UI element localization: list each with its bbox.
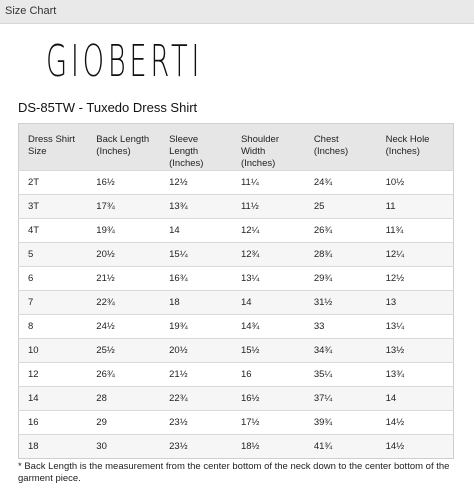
table-cell: 37¼: [305, 387, 377, 411]
table-cell: 16: [232, 363, 305, 387]
column-header-size: [19, 124, 88, 171]
table-cell: 19¾: [87, 219, 160, 243]
table-cell: 39¾: [305, 411, 377, 435]
footnote: * Back Length is the measurement from the center bottom of the neck down to the center bottom of the garment piece.: [18, 461, 450, 484]
table-cell: 12½: [377, 267, 454, 291]
table-cell: 34¾: [305, 339, 377, 363]
table-cell: 24½: [87, 315, 160, 339]
table-cell: 5: [19, 243, 88, 267]
column-header-line: (Inches): [313, 146, 349, 157]
table-cell: 17¾: [87, 195, 160, 219]
table-cell: 13¼: [377, 315, 454, 339]
table-header-row: [19, 124, 454, 171]
table-cell: 13: [377, 291, 454, 315]
table-cell: 18: [160, 291, 232, 315]
table-cell: 15¼: [160, 243, 232, 267]
table-row: [19, 387, 454, 411]
table-row: [19, 363, 454, 387]
table-cell: 25: [305, 195, 377, 219]
column-header-back-length: [87, 124, 160, 171]
table-cell: 13¾: [160, 195, 232, 219]
table-cell: 8: [19, 315, 88, 339]
table-cell: 23½: [160, 411, 232, 435]
table-row: [19, 171, 454, 195]
table-cell: 12: [19, 363, 88, 387]
table-row: [19, 195, 454, 219]
table-cell: 2T: [19, 171, 88, 195]
brand-logo: GIOBERTI: [46, 36, 204, 87]
column-header-line: Dress Shirt: [28, 134, 75, 145]
table-cell: 14½: [377, 411, 454, 435]
table-cell: 11¾: [377, 219, 454, 243]
table-cell: 4T: [19, 219, 88, 243]
table-cell: 3T: [19, 195, 88, 219]
column-header-neck-hole: [377, 124, 454, 171]
table-cell: 12¾: [232, 243, 305, 267]
table-cell: 7: [19, 291, 88, 315]
column-header-line: (Inches): [385, 146, 420, 157]
table-row: [19, 435, 454, 459]
table-cell: 6: [19, 267, 88, 291]
table-cell: 16½: [87, 171, 160, 195]
column-header-line: (Inches): [96, 146, 131, 157]
table-cell: 11½: [232, 195, 305, 219]
table-cell: 28¾: [305, 243, 377, 267]
product-title: DS-85TW - Tuxedo Dress Shirt: [18, 100, 198, 115]
table-cell: 14: [19, 387, 88, 411]
column-header-shoulder-width: [232, 124, 305, 171]
table-cell: 18½: [232, 435, 305, 459]
table-cell: 11: [377, 195, 454, 219]
table-cell: 14: [232, 291, 305, 315]
column-header-chest: [305, 124, 377, 171]
column-header-line: (Inches): [169, 158, 204, 169]
table-row: [19, 291, 454, 315]
table-cell: 41¾: [305, 435, 377, 459]
table-cell: 16¾: [160, 267, 232, 291]
table-row: [19, 267, 454, 291]
column-header-line: Size: [28, 146, 47, 157]
table-cell: 21½: [87, 267, 160, 291]
table-cell: 13¼: [232, 267, 305, 291]
column-header-line: Neck Hole: [385, 134, 430, 145]
table-cell: 12¼: [377, 243, 454, 267]
column-header-line: (Inches): [240, 158, 276, 169]
table-cell: 16: [19, 411, 88, 435]
table-cell: 20½: [87, 243, 160, 267]
table-row: [19, 219, 454, 243]
table-cell: 13½: [377, 339, 454, 363]
table-cell: 14¾: [232, 315, 305, 339]
table-cell: 22¾: [160, 387, 232, 411]
table-cell: 18: [19, 435, 88, 459]
table-cell: 28: [87, 387, 160, 411]
table-cell: 23½: [160, 435, 232, 459]
table-cell: 14: [160, 219, 232, 243]
table-cell: 17½: [232, 411, 305, 435]
header-bar: [0, 0, 474, 24]
table-cell: 29¾: [305, 267, 377, 291]
table-cell: 14½: [377, 435, 454, 459]
table-cell: 19¾: [160, 315, 232, 339]
table-cell: 14: [377, 387, 454, 411]
table-cell: 10: [19, 339, 88, 363]
table-cell: 15½: [232, 339, 305, 363]
table-cell: 30: [87, 435, 160, 459]
table-cell: 20½: [160, 339, 232, 363]
table-cell: 31½: [305, 291, 377, 315]
column-header-line: Chest: [313, 134, 339, 145]
table-cell: 29: [87, 411, 160, 435]
table-cell: 16½: [232, 387, 305, 411]
table-cell: 13¾: [377, 363, 454, 387]
column-header-line: Shoulder Width: [240, 134, 279, 157]
table-row: [19, 339, 454, 363]
table-cell: 24¾: [305, 171, 377, 195]
table-cell: 21½: [160, 363, 232, 387]
table-cell: 12½: [160, 171, 232, 195]
table-row: [19, 315, 454, 339]
column-header-line: Back Length: [96, 134, 150, 145]
column-header-line: Sleeve Length: [169, 134, 199, 157]
table-cell: 25½: [87, 339, 160, 363]
table-row: [19, 243, 454, 267]
table-cell: 33: [305, 315, 377, 339]
table-cell: 35¼: [305, 363, 377, 387]
table-cell: 22¾: [87, 291, 160, 315]
table-cell: 26¾: [87, 363, 160, 387]
table-cell: 11¼: [232, 171, 305, 195]
header-title: Size Chart: [5, 5, 57, 17]
table-cell: 10½: [377, 171, 454, 195]
table-row: [19, 411, 454, 435]
column-header-sleeve-length: [160, 124, 232, 171]
size-chart-table: [18, 123, 454, 459]
table-cell: 26¾: [305, 219, 377, 243]
table-cell: 12¼: [232, 219, 305, 243]
